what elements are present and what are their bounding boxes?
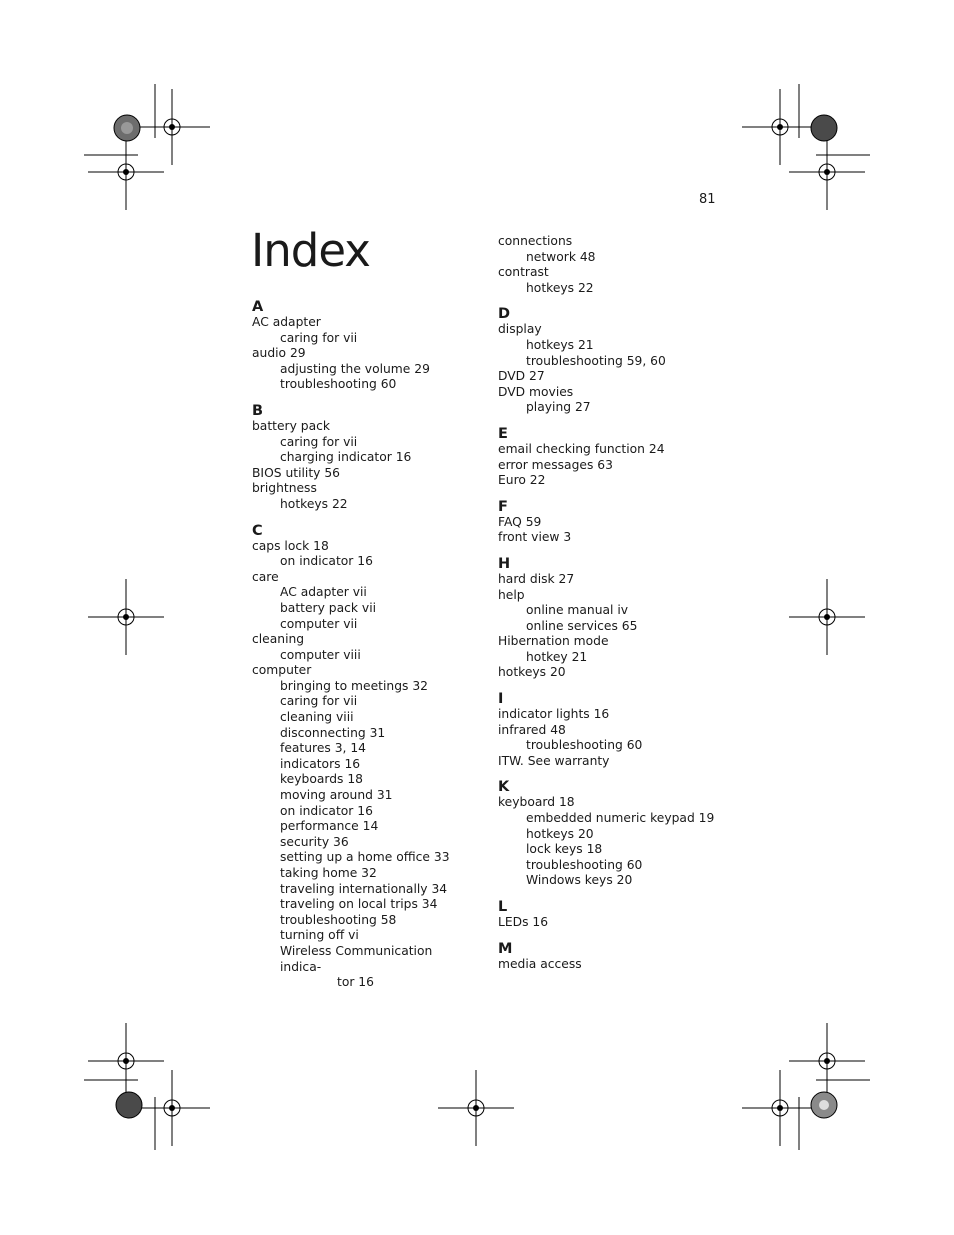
- entry-text: caps lock 18: [252, 538, 329, 553]
- entry-text: moving around 31: [280, 788, 393, 803]
- index-section-k: [498, 779, 738, 889]
- section-letter: L: [498, 899, 508, 915]
- index-subentry: [252, 585, 477, 601]
- index-entry: [498, 572, 738, 588]
- entry-text: media access: [498, 956, 582, 971]
- index-subentry: [498, 619, 738, 635]
- section-letter: C: [252, 522, 263, 539]
- entry-text: display: [498, 322, 542, 337]
- index-entry: [498, 234, 738, 250]
- section-gap: [498, 546, 738, 556]
- index-subentry: [252, 757, 477, 773]
- index-entry: [498, 385, 738, 401]
- entry-text: hotkeys 20: [498, 665, 566, 680]
- entry-text: performance 14: [280, 819, 379, 834]
- index-subentry: [252, 913, 477, 929]
- entry-text: help: [498, 587, 525, 602]
- entry-text: embedded numeric keypad 19: [526, 811, 715, 826]
- index-subentry: [498, 738, 738, 754]
- index-entry: [252, 346, 477, 362]
- entry-text: taking home 32: [280, 866, 377, 880]
- index-section-a: [252, 299, 477, 393]
- index-subentry: [498, 354, 738, 370]
- entry-text: connections: [498, 234, 573, 248]
- index-entry: [252, 570, 477, 586]
- index-subentry: [498, 873, 738, 889]
- index-entry: [252, 419, 477, 435]
- entry-text: LEDs 16: [498, 915, 549, 929]
- entry-text: Windows keys 20: [526, 873, 633, 888]
- index-entry: [498, 634, 738, 650]
- entry-text: hotkey 21: [526, 649, 588, 664]
- index-subentry: [252, 679, 477, 695]
- index-entry: [498, 515, 738, 531]
- entry-text: audio 29: [252, 346, 306, 361]
- section-gap: [498, 416, 738, 426]
- entry-text: security 36: [280, 834, 349, 849]
- section-letter: D: [498, 306, 511, 323]
- index-left-column: [252, 299, 477, 991]
- entry-text: email checking function 24: [498, 441, 665, 456]
- index-section-b: [252, 403, 477, 513]
- entry-text: adjusting the volume 29: [280, 361, 430, 376]
- index-subentry: [252, 331, 477, 347]
- index-entry: [498, 442, 738, 458]
- index-subentry: [252, 362, 477, 378]
- index-entry: [252, 466, 477, 482]
- index-subentry: [252, 377, 477, 393]
- index-subentry: [252, 772, 477, 788]
- entry-text: troubleshooting 59, 60: [526, 353, 666, 368]
- index-subentry: [498, 400, 738, 416]
- entry-text: troubleshooting 60: [280, 377, 397, 392]
- index-section-i: [498, 691, 738, 769]
- entry-text: computer viii: [280, 647, 361, 662]
- entry-text: cleaning: [252, 632, 305, 647]
- page-title: Index: [251, 224, 370, 277]
- index-subentry: [252, 601, 477, 617]
- entry-text: infrared 48: [498, 722, 566, 737]
- entry-text: FAQ 59: [498, 514, 542, 529]
- entry-text: BIOS utility 56: [252, 465, 340, 480]
- index-subentry: [252, 850, 477, 866]
- index-entry: [498, 723, 738, 739]
- index-entry: [498, 473, 738, 489]
- entry-text: Hibernation mode: [498, 634, 609, 649]
- section-gap: [498, 889, 738, 899]
- entry-text: troubleshooting 60: [526, 738, 643, 753]
- entry-text: on indicator 16: [280, 554, 373, 569]
- index-subentry: [252, 450, 477, 466]
- entry-text: turning off vi: [280, 928, 359, 943]
- entry-text: setting up a home office 33: [280, 850, 450, 865]
- entry-text: lock keys 18: [526, 842, 603, 857]
- index-subentry: [498, 858, 738, 874]
- index-subentry: [252, 617, 477, 633]
- entry-text: AC adapter: [252, 315, 321, 329]
- index-subentry: [252, 435, 477, 451]
- index-entry: [252, 539, 477, 555]
- entry-text: playing 27: [526, 400, 591, 415]
- entry-text: AC adapter vii: [280, 585, 367, 600]
- entry-text: troubleshooting 60: [526, 857, 643, 872]
- section-letter: E: [498, 425, 508, 442]
- index-entry: [498, 754, 738, 770]
- entry-text: indicators 16: [280, 756, 361, 771]
- section-gap: [498, 769, 738, 779]
- page-number: 81: [699, 192, 716, 207]
- index-entry: [498, 665, 738, 681]
- section-letter: I: [498, 691, 504, 708]
- entry-text: hotkeys 21: [526, 337, 594, 352]
- index-subentry: [498, 827, 738, 843]
- entry-text: DVD 27: [498, 369, 545, 384]
- entry-text: caring for vii: [280, 694, 358, 709]
- entry-text: traveling on local trips 34: [280, 897, 438, 912]
- entry-text: on indicator 16: [280, 803, 373, 818]
- index-subentry: [252, 554, 477, 570]
- index-subentry: [252, 804, 477, 820]
- index-subentry: [252, 944, 477, 991]
- index-subentry: [252, 819, 477, 835]
- section-letter: F: [498, 498, 508, 515]
- section-letter: K: [498, 779, 510, 796]
- index-subentry: [252, 497, 477, 513]
- entry-continuation: tor 16: [337, 975, 374, 990]
- entry-text: online manual iv: [526, 603, 629, 618]
- entry-text: front view 3: [498, 530, 572, 545]
- entry-text: keyboards 18: [280, 772, 363, 787]
- entry-text: disconnecting 31: [280, 725, 386, 740]
- entry-text: online services 65: [526, 618, 638, 633]
- index-entry: [498, 322, 738, 338]
- index-entry: [252, 481, 477, 497]
- index-subentry: [252, 726, 477, 742]
- index-right-column: [498, 234, 738, 972]
- index-subentry: [252, 710, 477, 726]
- entry-text: cleaning viii: [280, 710, 354, 725]
- entry-text: traveling internationally 34: [280, 881, 448, 896]
- entry-text: caring for vii: [280, 330, 358, 345]
- index-subentry: [498, 650, 738, 666]
- section-gap: [498, 681, 738, 691]
- index-entry: [252, 632, 477, 648]
- entry-text: ITW. See warranty: [498, 753, 610, 768]
- index-section-d: [498, 306, 738, 416]
- index-entry: [498, 795, 738, 811]
- index-subentry: [498, 811, 738, 827]
- index-subentry: [252, 882, 477, 898]
- entry-text: features 3, 14: [280, 741, 367, 756]
- index-entry: [498, 707, 738, 723]
- index-subentry: [498, 603, 738, 619]
- index-subentry: [252, 897, 477, 913]
- entry-text: indicator lights 16: [498, 707, 610, 722]
- entry-text: battery pack: [252, 418, 331, 433]
- index-section-c: [252, 523, 477, 991]
- entry-text: bringing to meetings 32: [280, 678, 428, 693]
- section-gap: [498, 931, 738, 941]
- index-entry: [252, 315, 477, 331]
- entry-text: DVD movies: [498, 384, 574, 399]
- index-entry: [498, 369, 738, 385]
- index-subentry: [498, 281, 738, 297]
- entry-text: hotkeys 22: [280, 496, 348, 511]
- index-section-h: [498, 556, 738, 681]
- index-subentry: [498, 338, 738, 354]
- index-subentry: [252, 741, 477, 757]
- index-subentry: [252, 866, 477, 882]
- entry-text: error messages 63: [498, 457, 613, 472]
- entry-text: computer: [252, 663, 312, 678]
- entry-text: hotkeys 22: [526, 280, 594, 295]
- index-subentry: [498, 842, 738, 858]
- entry-text: charging indicator 16: [280, 450, 412, 465]
- entry-text: Wireless Communication indica-: [280, 943, 433, 974]
- index-entry: [252, 663, 477, 679]
- index-entry: [498, 458, 738, 474]
- entry-text: hotkeys 20: [526, 826, 594, 841]
- entry-text: caring for vii: [280, 434, 358, 449]
- entry-text: troubleshooting 58: [280, 912, 397, 927]
- entry-text: keyboard 18: [498, 795, 575, 810]
- entry-text: network 48: [526, 249, 596, 264]
- index-entry: [498, 530, 738, 546]
- index-entry: [498, 265, 738, 281]
- index-subentry: [252, 694, 477, 710]
- section-gap: [498, 489, 738, 499]
- section-letter: A: [252, 299, 264, 315]
- index-subentry: [498, 250, 738, 266]
- entry-text: contrast: [498, 265, 549, 280]
- index-subentry: [252, 788, 477, 804]
- entry-text: brightness: [252, 481, 317, 496]
- entry-text: Euro 22: [498, 473, 546, 488]
- index-subentry: [252, 648, 477, 664]
- index-entry: [498, 588, 738, 604]
- index-section-l: [498, 899, 738, 931]
- section-gap: [498, 296, 738, 306]
- section-gap: [252, 393, 477, 403]
- entry-text: hard disk 27: [498, 571, 575, 586]
- section-letter: M: [498, 940, 513, 957]
- section-letter: B: [252, 402, 264, 419]
- entry-text: computer vii: [280, 616, 358, 631]
- index-entry: [498, 957, 738, 973]
- index-section-e: [498, 426, 738, 489]
- section-gap: [252, 513, 477, 523]
- entry-text: battery pack vii: [280, 600, 377, 615]
- entry-text: care: [252, 569, 279, 584]
- index-subentry: [252, 928, 477, 944]
- section-letter: H: [498, 555, 511, 572]
- index-section-m: [498, 941, 738, 973]
- index-section-f: [498, 499, 738, 546]
- index-subentry: [252, 835, 477, 851]
- index-entry: [498, 915, 738, 931]
